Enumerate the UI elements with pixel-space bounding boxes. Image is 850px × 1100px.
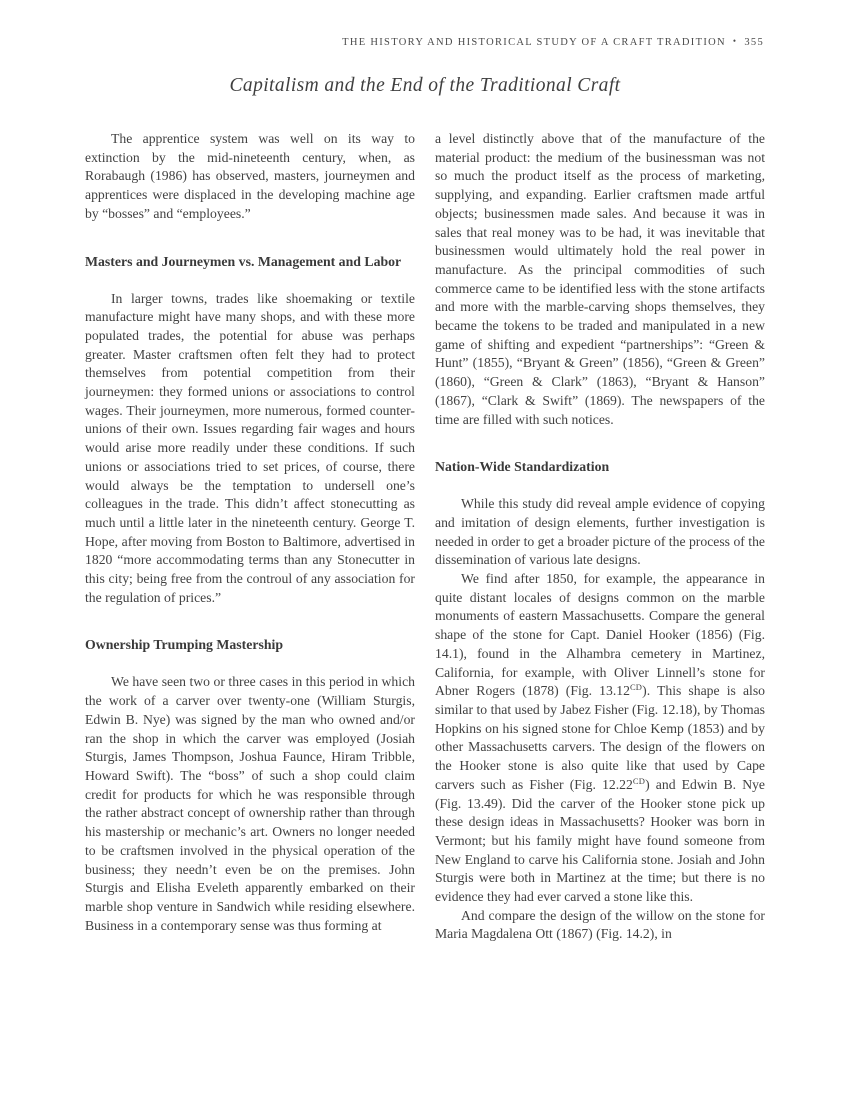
paragraph-larger-towns: In larger towns, trades like shoemaking or textile manufacture might have many shops, and with these more populated trades, the potential for abuse was perhaps greater. Master craftsmen often felt they had to protect themselves from potential competition from their journeymen: they formed unions or associations to control wages. Their journeymen, more numerous, formed counter-unions of their own. Issues regarding fair wages and hours would arise more readily under these conditions. If such unions or associations tried to set prices, of course, there would always be the temptation to undersell one’s colleagues in the trade. This didn’t affect stonecutting as much until a little later in the nineteenth century. George T. Hope, after moving from Boston to Baltimore, advertised in 1820 “more accommodating terms than any Stonecutter in this city; being free from the controul of any association for the regulation of prices.” — [85, 290, 415, 605]
hooker-text-part-2: ). This shape is also similar to that used by Jabez Fisher (Fig. 12.18), by Thomas Hopkins on his signed stone for Chloe Kemp (1853) and by other Massachusetts carvers. The design of the flowers on the Hooker stone is also quite like that used by Cape carvers such as Fisher (Fig. 12.22 — [435, 683, 765, 792]
section-heading-ownership: Ownership Trumping Mastership — [85, 637, 284, 653]
section-heading-standardization: Nation-Wide Standardization — [435, 459, 610, 475]
section-heading-masters-journeymen: Masters and Journeymen vs. Management and Labor — [85, 253, 402, 269]
hooker-text-part-1: We find after 1850, for example, the appearance in quite distant locales of designs common on the marble monuments of eastern Massachusetts. Compare the general shape of the stone for Capt. Daniel Hooker (1856) (Fig. 14.1), found in the Alhambra cemetery in Martinez, California, for example, with Oliver Linnell’s stone for Abner Rogers (1878) (Fig. 13.12 — [435, 571, 765, 699]
paragraph-apprentice-system: The apprentice system was well on its way to extinction by the mid-nineteenth century, when, as Rorabaugh (1986) has observed, masters, journeymen and apprentices were displaced in the developing machine age by “bosses” and “employees.” — [85, 131, 415, 221]
chapter-title: Capitalism and the End of the Traditional Craft — [229, 75, 621, 96]
paragraph-businessman-continuation: a level distinctly above that of the manufacture of the material product: the medium of the businessman was not so much the product itself as the process of marketing, supplying, and expanding. Earlier craftsmen made artful objects; businessmen made sales. And because it was in sales that real money was to be had, it was inevitable that businessmen would ultimately hold the real power in manufacture. As the principal commodities of such commerce came to be identified less with the stone artifacts and more with the marble-carving shops themselves, they became the tokens to be traded and manipulated in a new game of shifting and expedient “partnerships”: “Green & Hunt” (1855), “Bryant & Green” (1856), “Green & Green” (1860), “Green & Clark” (1863), “Bryant & Hanson” (1867), “Clark & Swift” (1869). The newspapers of the time are filled with such notices. — [435, 131, 765, 427]
bullet-separator: • — [732, 36, 738, 46]
running-header — [85, 36, 765, 48]
paragraph-willow-design: And compare the design of the willow on the stone for Maria Magdalena Ott (1867) (Fig. 14.2), in — [435, 907, 765, 942]
two-column-text — [85, 130, 765, 944]
paragraph-hooker-stone — [435, 570, 765, 907]
paragraph-study-evidence: While this study did reveal ample evidence of copying and imitation of design elements, further investigation is needed in order to get a broader picture of the process of the dissemination of various late designs. — [435, 496, 765, 568]
page-number: 355 — [744, 37, 764, 48]
paragraph-ownership-cases: We have seen two or three cases in this period in which the work of a carver over twenty-one (William Sturgis, Edwin B. Nye) was signed by the man who owned and/or ran the shop in which the carver was employed (Josiah Sturgis, James Thompson, Joshua Faunce, Hiram Tribble, Howard Swift). The “boss” of such a shop could claim credit for products for which he was responsible through the rather abstract concept of ownership rather than through his mastership or mechanic’s art. Owners no longer needed to be craftsmen involved in the physical operation of the business; they needn’t even be on the premises. John Sturgis and Elisha Eveleth apparently embarked on their marble shop venture in Sandwich while residing elsewhere. Business in a contemporary sense was thus forming at — [85, 674, 415, 933]
right-column — [435, 130, 765, 944]
hooker-text-part-3: ) and Edwin B. Nye (Fig. 13.49). Did the carver of the Hooker stone pick up these design ideas in Massachusetts? Hooker was born in Vermont; but his family might have found someone from New England to carve his California stone. Josiah and John Sturgis were both in Martinez at the time; but there is no evidence they had ever carved a stone like this. — [435, 776, 765, 905]
running-header-title: THE HISTORY AND HISTORICAL STUDY OF A CRAFT TRADITION — [342, 37, 726, 48]
left-column — [85, 130, 415, 944]
figure-superscript-cd: CD — [629, 682, 643, 693]
figure-superscript-cd: CD — [632, 775, 646, 786]
